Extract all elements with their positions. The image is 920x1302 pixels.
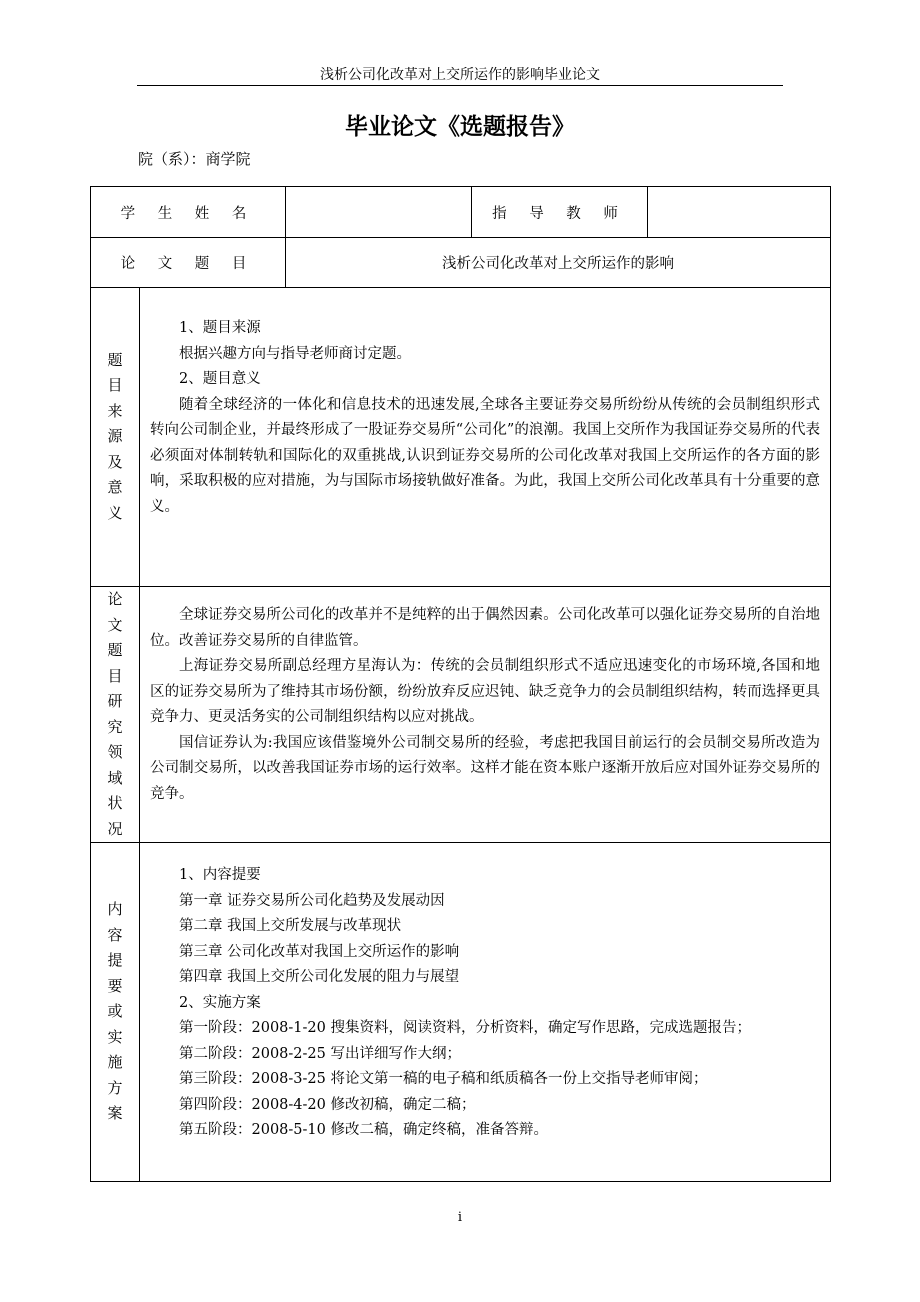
header-rule	[137, 85, 783, 86]
research-para-3: 国信证券认为:我国应该借鉴境外公司制交易所的经验，考虑把我国目前运行的会员制交易所改造为公司制交易所，以改善我国证券市场的运行效率。这样才能在资本账户逐渐开放后应对国外证券交易所的竞争。	[150, 734, 821, 802]
plan-line: 第一阶段：2008-1-20 搜集资料，阅读资料，分析资料，确定写作思路，完成选题报告；	[179, 1020, 751, 1036]
source-text: 根据兴趣方向与指导老师商讨定题。	[179, 345, 411, 362]
research-para-1: 全球证券交易所公司化的改革并不是纯粹的出于偶然因素。公司化改革可以强化证券交易所的自治地位。改善证券交易所的自律监管。	[150, 607, 821, 649]
row-topic-source	[91, 288, 831, 587]
source-heading: 1、题目来源	[179, 320, 261, 336]
side-label-research-status: 论 文 题 目 研 究 领 域 状 况	[91, 587, 140, 843]
row-content-plan	[91, 843, 831, 1182]
content-plan-body	[140, 843, 831, 1182]
significance-text: 随着全球经济的一体化和信息技术的迅速发展,全球各主要证券交易所纷纷从传统的会员制组织形式转向公司制企业，并最终形成了一股证券交易所“公司化”的浪潮。我国上交所作为我国证券交易所的代表必须面对体制转轨和国际化的双重挑战,认识到证券交易所的公司化改革对我国上交所运作的各方面的影响，采取积极的应对措施，为与国际市场接轨做好准备。为此，我国上交所公司化改革具有十分重要的意义。	[150, 396, 821, 515]
plan-line: 1、内容提要	[179, 867, 261, 883]
significance-heading: 2、题目意义	[179, 371, 261, 387]
plan-line: 第四章 我国上交所公司化发展的阻力与展望	[179, 969, 460, 985]
plan-line: 第二阶段：2008-2-25 写出详细写作大纲；	[179, 1045, 461, 1062]
report-form-table	[90, 186, 831, 1182]
plan-line: 第三阶段：2008-3-25 将论文第一稿的电子稿和纸质稿各一份上交指导老师审阅；	[179, 1071, 708, 1087]
plan-line: 第一章 证券交易所公司化趋势及发展动因	[179, 892, 445, 909]
topic-label: 论 文 题 目	[91, 238, 286, 288]
advisor-value	[648, 187, 831, 238]
plan-line: 第二章 我国上交所发展与改革现状	[179, 918, 402, 934]
department-line: 院（系）：商学院	[138, 150, 251, 168]
plan-line: 2、实施方案	[179, 994, 261, 1011]
source-significance-body	[140, 288, 831, 587]
plan-line: 第三章 公司化改革对我国上交所运作的影响	[179, 943, 460, 960]
plan-line: 第四阶段：2008-4-20 修改初稿，确定二稿；	[179, 1096, 476, 1113]
student-name-value	[286, 187, 472, 238]
row-name-advisor	[91, 187, 831, 238]
page-title: 毕业论文《选题报告》	[345, 114, 575, 140]
topic-value: 浅析公司化改革对上交所运作的影响	[286, 238, 831, 288]
research-status-body	[140, 587, 831, 843]
plan-line: 第五阶段：2008-5-10 修改二稿，确定终稿，准备答辩。	[179, 1122, 548, 1138]
side-label-content-plan: 内 容 提 要 或 实 施 方 案	[91, 843, 140, 1182]
page-number: i	[457, 1210, 463, 1225]
row-topic	[91, 238, 831, 288]
side-label-source-significance: 题 目 来 源 及 意 义	[91, 288, 140, 587]
advisor-label: 指 导 教 师	[472, 187, 648, 238]
row-research-status	[91, 587, 831, 843]
running-header: 浅析公司化改革对上交所运作的影响毕业论文	[320, 67, 600, 83]
student-name-label: 学 生 姓 名	[91, 187, 286, 238]
research-para-2: 上海证券交易所副总经理方星海认为：传统的会员制组织形式不适应迅速变化的市场环境,各国和地区的证券交易所为了维持其市场份额，纷纷放弃反应迟钝、缺乏竞争力的会员制组织结构，转而选择更具竞争力、更灵活务实的公司制组织结构以应对挑战。	[150, 658, 821, 725]
